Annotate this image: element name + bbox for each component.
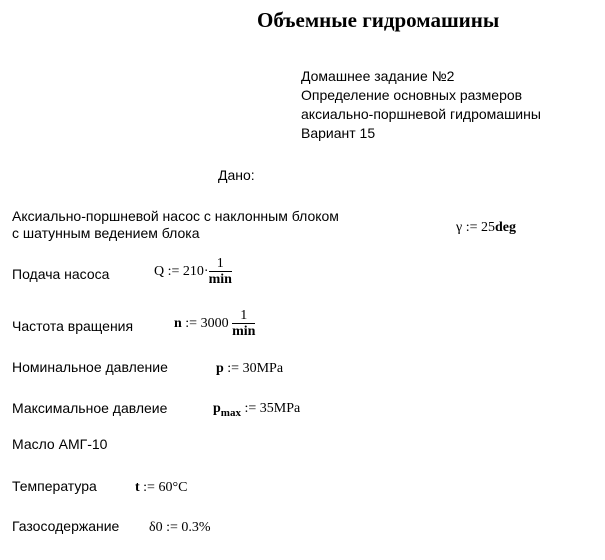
gas-content-value: 0.3% <box>181 520 211 535</box>
temperature-label: Температура <box>12 478 97 494</box>
fraction-denominator: min <box>208 272 232 287</box>
gamma-equation <box>456 220 516 236</box>
pump-description <box>12 208 339 242</box>
speed-label: Частота вращения <box>12 318 134 334</box>
gas-content-equation <box>149 520 211 536</box>
document-title: Объемные гидромашины <box>257 8 500 32</box>
max-pressure-label: Максимальное давлеие <box>12 400 168 416</box>
nominal-pressure-label: Номинальное давление <box>12 359 168 375</box>
speed-symbol: n <box>174 316 182 332</box>
subtitle-line: Домашнее задание №2 <box>301 68 455 84</box>
speed-fraction <box>232 308 255 340</box>
fraction-numerator: 1 <box>209 256 232 272</box>
assign-operator: := <box>166 520 178 535</box>
speed-value: 3000 <box>200 316 229 332</box>
temperature-symbol: t <box>135 480 140 495</box>
given-heading: Дано: <box>218 167 255 183</box>
flow-symbol: Q <box>154 264 165 280</box>
pump-description-line: Аксиально-поршневой насос с наклонным блоком <box>12 208 339 224</box>
pump-description-line: с шатунным ведением блока <box>12 225 200 241</box>
oil-label: Масло АМГ-10 <box>12 436 108 452</box>
max-pressure-value: 35MPa <box>259 401 301 416</box>
gas-content-label: Газосодержание <box>12 518 120 534</box>
max-subscript: max <box>220 407 241 419</box>
assign-operator: := <box>227 361 240 376</box>
assign-operator: := <box>167 264 180 280</box>
subtitle-line: Определение основных размеров <box>301 87 523 103</box>
gas-content-symbol: δ0 <box>149 520 163 535</box>
gamma-unit: deg <box>494 220 516 235</box>
subtitle-line: Вариант 15 <box>301 125 376 141</box>
subtitle-line: аксиально-поршневой гидромашины <box>301 106 541 122</box>
nominal-pressure-equation <box>216 361 283 377</box>
flow-fraction <box>209 256 232 288</box>
assignment-subtitle <box>301 67 541 143</box>
gamma-symbol: γ <box>456 220 463 235</box>
fraction-denominator: min <box>232 324 256 339</box>
nominal-pressure-value: 30MPa <box>242 361 284 376</box>
max-pressure-symbol: p <box>213 401 221 416</box>
assign-operator: := <box>185 316 198 332</box>
assign-operator: := <box>143 480 155 495</box>
fraction-numerator: 1 <box>232 308 255 324</box>
assign-operator: := <box>244 401 257 416</box>
flow-equation <box>154 256 232 288</box>
temperature-equation <box>135 480 187 496</box>
pressure-symbol: p <box>216 361 224 376</box>
gamma-value: 25 <box>480 220 495 235</box>
flow-label: Подача насоса <box>12 266 110 282</box>
flow-value: 210· <box>182 264 209 280</box>
max-pressure-equation <box>213 401 300 417</box>
assign-operator: := <box>465 220 478 235</box>
speed-equation <box>174 308 255 340</box>
temperature-value: 60°C <box>158 480 188 495</box>
